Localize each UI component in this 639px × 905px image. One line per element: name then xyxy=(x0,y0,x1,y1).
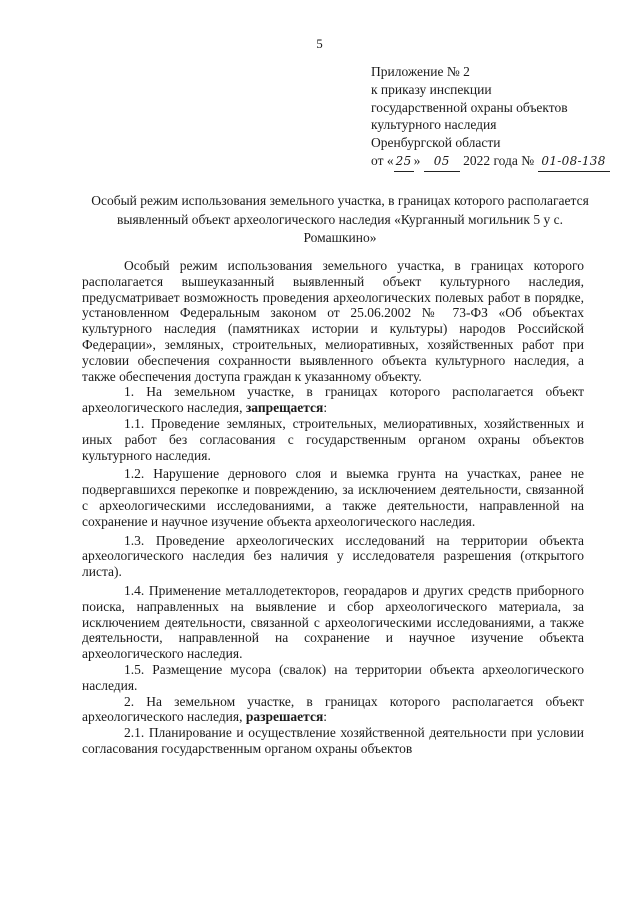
document-body xyxy=(82,258,584,757)
appendix-line-2: к приказу инспекции xyxy=(371,81,492,97)
item-1-1: 1.1. Проведение земляных, строительных, мелиоративных, хозяйственных и иных работ без согласования с государственным органом охраны объектов культурного наследия. xyxy=(82,415,584,463)
section-2-colon: : xyxy=(323,709,328,725)
appendix-line-4: культурного наследия xyxy=(371,117,497,133)
page-number: 5 xyxy=(316,36,323,51)
date-quote-close: » xyxy=(413,152,421,168)
item-2-1: 2.1. Планирование и осуществление хозяйственной деятельности при условии согласования государственным органом охраны объектов xyxy=(82,725,584,756)
section-2-text: 2. На земельном участке, в границах которого располагается объект археологического наследия, xyxy=(82,693,584,725)
item-1-3: 1.3. Проведение археологических исследований на территории объекта археологического наследия без наличия у исследователя разрешения (открытого листа). xyxy=(82,532,584,580)
appendix-line-5: Оренбургской области xyxy=(371,135,501,151)
section-1-heading xyxy=(82,384,584,416)
appendix-date-line xyxy=(371,152,610,172)
appendix-line-3: государственной охраны объектов xyxy=(371,99,568,115)
section-1-colon: : xyxy=(323,400,328,416)
handwritten-month: 05 xyxy=(424,153,460,172)
date-year: 2022 года № xyxy=(463,152,535,168)
section-1-text: 1. На земельном участке, в границах которого располагается объект археологического наследия, xyxy=(82,384,584,416)
section-1-bold: запрещается xyxy=(245,400,324,416)
section-2-bold: разрешается xyxy=(245,709,324,725)
appendix-header xyxy=(371,63,610,172)
section-2-heading xyxy=(82,694,584,726)
document-title: Особый режим использования земельного участка, в границах которого располагается выявленный объект археологического наследия «Курганный могильник 5 у с. Ромашкино» xyxy=(91,193,589,245)
intro-paragraph: Особый режим использования земельного участка, в границах которого располагается вышеуказанный выявленный объект культурного наследия, предусматривает возможность проведения археологических полевых работ в порядке, установленном Федеральным законом от 25.06.2002 № 73-ФЗ «Об объектах культурного наследия (памятниках истории и культуры) народов Российской Федерации», земляных, строительных, мелиоративных, хозяйственных работ при условии обеспечения сохранности выявленного объекта культурного наследия, а также обеспечения доступа граждан к указанному объекту. xyxy=(82,258,584,384)
item-1-4: 1.4. Применение металлодетекторов, георадаров и других средств приборного поиска, направленных на выявление и сбор археологического материала, за исключением деятельности, связанной с археологическими исследованиями, а также деятельности, направленной на сохранение и научное изучение объекта археологического наследия. xyxy=(82,582,584,662)
date-prefix: от « xyxy=(371,152,394,168)
item-1-2: 1.2. Нарушение дернового слоя и выемка грунта на участках, ранее не подвергавшихся перекопке и повреждению, за исключением деятельности, связанной с археологическими исследованиями, а также деятельности, направленной на сохранение и научное изучение объекта археологического наследия. xyxy=(82,466,584,529)
handwritten-day: 25 xyxy=(394,153,414,172)
appendix-line-1: Приложение № 2 xyxy=(371,64,470,79)
item-1-5: 1.5. Размещение мусора (свалок) на территории объекта археологического наследия. xyxy=(82,661,584,693)
handwritten-order-number: 01-08-138 xyxy=(538,153,610,172)
